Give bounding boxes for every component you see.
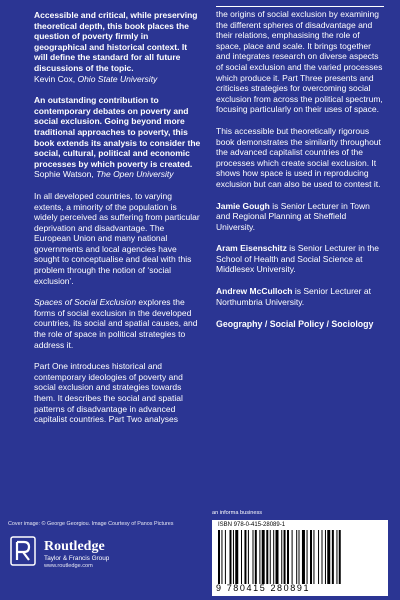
author-bio-text: is Senior Lecturer in Town and Regional Planning at Sheffield University. [216, 200, 370, 232]
barcode-block [212, 510, 388, 596]
quote-attribution [34, 169, 202, 180]
right-column [216, 0, 384, 330]
routledge-r-icon [10, 536, 36, 566]
blurb-paragraph-2-text: explores the forms of social exclusion in the developed countries, its social and spatial causes, and the role of space in political strategies to address it. [34, 297, 198, 350]
blurb-paragraph-5: This accessible but theoretically rigorous book demonstrates the similarity throughout the advanced capitalist countries of the processes which create social exclusion. It shows how space is used in reproducing exclusion but can also be used to contest it. [216, 125, 381, 189]
publisher-block [10, 536, 210, 586]
subject-categories: Geography / Social Policy / Sociology [216, 319, 374, 330]
quote-text: An outstanding contribution to contemporary debates on poverty and social exclusion. Going beyond more traditional approaches to poverty, this book extends its analysis to consider the social, cultural, political and economic processes by which poverty is created. [34, 95, 201, 169]
review-quote-cox [34, 10, 202, 84]
blurb-paragraph-1: In all developed countries, to varying extents, a minority of the population is widely perceived as suffering from particular deprivation and disadvantage. The European Union and many national governments and local agencies have sought to conceptualise and deal with this problem through the notion of ‘social exclusion’. [34, 190, 200, 286]
cover-image-credit: Cover image: © George Georgiou. Image Courtesy of Panos Pictures [8, 521, 174, 527]
quote-author: Kevin Cox, [34, 73, 78, 84]
quote-affiliation: The Open University [96, 169, 174, 180]
book-title-mention: Spaces of Social Exclusion [34, 297, 137, 308]
column-top-rule [216, 6, 384, 115]
left-column [34, 10, 202, 436]
blurb-paragraph-4: the origins of social exclusion by examining the different spheres of disadvantage and their relations, emphasising the role of space, place and scale. It brings together and integrates research on diverse aspects of social exclusion and the varied processes which produce it. Part Three presents and criticises strategies for overcoming social exclusion from across the political spectrum, focusing particularly on their uses of space. [216, 9, 383, 115]
blurb-paragraph-2 [34, 297, 202, 350]
author-bio-mcculloch [216, 286, 384, 307]
author-bio-text: is Senior Lecturer in the School of Health and Social Science at Middlesex University. [216, 243, 380, 275]
author-bio-gough [216, 201, 384, 233]
quote-attribution [34, 74, 202, 85]
quote-affiliation: Ohio State University [77, 73, 158, 84]
publisher-group: Taylor & Francis Group [44, 555, 110, 562]
author-name: Andrew McCulloch [216, 286, 293, 297]
quote-author: Sophie Watson, [34, 169, 97, 180]
review-quote-watson [34, 95, 202, 180]
barcode-bars [216, 530, 384, 584]
blurb-paragraph-3: Part One introduces historical and contemporary ideologies of poverty and social exclusion and strategies towards them. It describes the social and spatial patterns of disadvantage in advanced capitalist countries. Part Two analyses [34, 361, 183, 425]
barcode-panel [212, 520, 388, 596]
author-name: Jamie Gough [216, 200, 270, 211]
publisher-url: www.routledge.com [44, 563, 93, 569]
author-name: Aram Eisenschitz [216, 243, 287, 254]
informa-tagline: an informa business [212, 510, 263, 516]
author-bio-text: is Senior Lecturer at Northumbria University. [216, 286, 371, 307]
quote-text: Accessible and critical, while preserving theoretical depth, this book places the question of poverty firmly in geographical and historical context. It will define the standard for all future discussions of the topic. [34, 10, 198, 73]
publisher-name: Routledge [44, 539, 105, 554]
author-bio-eisenschitz [216, 243, 384, 275]
isbn-label: ISBN 978-0-415-28089-1 [218, 522, 286, 528]
barcode-digits: 9 780415 280891 [216, 583, 311, 593]
